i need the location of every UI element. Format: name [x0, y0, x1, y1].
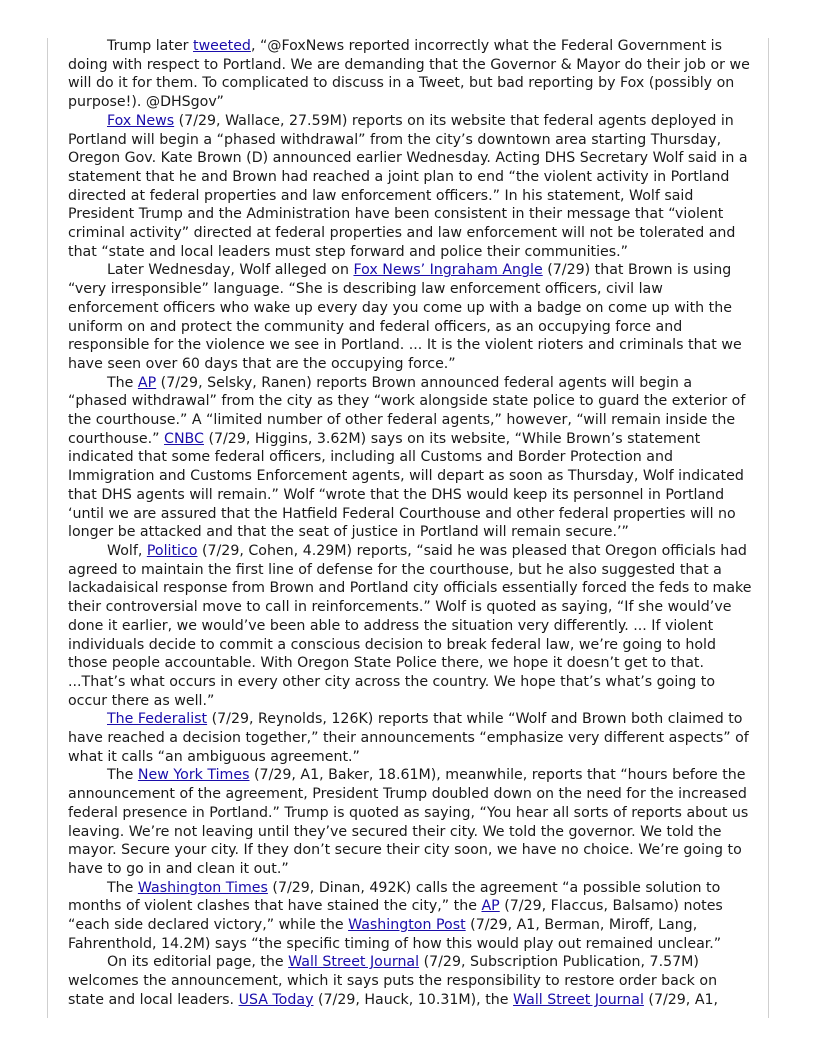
paragraph-8: [68, 879, 752, 954]
paragraph-text: (7/29, Dinan, 492K) calls the agreement “a possible solution to months of violent clashes that have stained the city,” the: [68, 879, 721, 915]
paragraph-text: (7/29, A1, Baker, 18.61M), meanwhile, reports that “hours before the announcement of the agreement, President Trump doubled down on the need for the increased federal presence in Portland.” Trump is quoted as saying, “You hear all sorts of reports about us leaving. We’re not leaving until they’ve secured their city. We told the governor. We told the mayor. Secure your city. If they don’t secure their city soon, we have no choice. We’re going to have to go in and clean it out.”: [68, 767, 749, 877]
source-link[interactable]: Wall Street Journal: [288, 954, 420, 971]
source-link[interactable]: Fox News’ Ingraham Angle: [353, 262, 543, 279]
paragraph-text: (7/29, A1, Berman, Miroff, Lang, Fahrenthold, 14.2M) says “the specific timing of how this would play out remained unclear.”: [68, 917, 722, 952]
source-link[interactable]: New York Times: [137, 767, 250, 784]
paragraph-text: On its editorial page, the: [107, 954, 289, 971]
paragraph-text: (7/29, Selsky, Ranen) reports Brown announced federal agents will begin a “phased withdrawal” from the city as they “work alongside state police to guard the exterior of the courthouse.” A “limited number of other federal agents,” however, “will remain inside the courthouse.”: [68, 374, 746, 447]
paragraph-text: (7/29, Wallace, 27.59M) reports on its website that federal agents deployed in Portland will begin a “phased withdrawal” from the city’s downtown area starting Thursday, Oregon Gov. Kate Brown (D) announced earlier Wednesday. Acting DHS Secretary Wolf said in a statement that he and Brown had reached a joint plan to end “the violent activity in Portland directed at federal properties and law enforcement officers.” In his statement, Wolf said President Trump and the Administration have been consistent in their message that “violent criminal activity” directed at federal properties and law enforcement will not be tolerated and that “state and local leaders must step forward and police their communities.”: [68, 112, 748, 260]
paragraph-text: (7/29, Reynolds, 126K) reports that while “Wolf and Brown both claimed to have reached a decision together,” their announcements “emphasize very different aspects” of what it calls “an ambiguous agreement.”: [68, 711, 749, 765]
paragraph-3: [68, 261, 752, 373]
paragraph-text: The: [107, 767, 138, 784]
source-link[interactable]: AP: [481, 898, 500, 915]
source-link[interactable]: USA Today: [238, 991, 314, 1008]
paragraph-text: Wolf,: [107, 542, 147, 559]
paragraph-9: [68, 953, 752, 1009]
paragraph-text: (7/29, Cohen, 4.29M) reports, “said he was pleased that Oregon officials had agreed to maintain the first line of defense for the courthouse, but he also suggested that a lackadaisical response from Brown and Portland city officials essentially forced the feds to make their controversial move to call in reinforcements.” Wolf is quoted as saying, “If she would’ve done it earlier, we would’ve been able to address the situation very differently. ... If violent individuals decide to commit a conscious decision to break federal law, we’re going to hold those people accountable. With Oregon State Police there, we hope it doesn’t get to that. ...That’s what occurs in every other city across the country. We hope that’s what’s going to occur there as well.”: [68, 542, 752, 709]
paragraph-6: [68, 710, 752, 766]
left-margin-line: [47, 38, 48, 1018]
source-link[interactable]: Washington Times: [137, 879, 268, 896]
article-body: [68, 37, 752, 1010]
right-margin-line: [768, 38, 769, 1018]
source-link[interactable]: Fox News: [107, 112, 175, 129]
paragraph-text: (7/29, Higgins, 3.62M) says on its website, “While Brown’s statement indicated that some federal officers, including all Customs and Border Protection and Immigration and Customs Enforcement agents, will depart as soon as Thursday, Wolf indicated that DHS agents will remain.” Wolf “wrote that the DHS would keep its personnel in Portland ‘until we are assured that the Hatfield Federal Courthouse and other federal properties will no longer be attacked and that the seat of justice in Portland will remain secure.’”: [68, 430, 744, 541]
source-link[interactable]: Wall Street Journal: [513, 991, 644, 1008]
paragraph-text: , “@FoxNews reported incorrectly what the Federal Government is doing with respect to Portland. We are demanding that the Governor & Mayor do their job or we will do it for them. To complicated to discuss in a Tweet, but bad reporting by Fox (possibly on purpose!). @DHSgov”: [68, 38, 750, 111]
source-link[interactable]: tweeted: [193, 38, 251, 54]
paragraph-text: (7/29) that Brown is using “very irresponsible” language. “She is describing law enforcement officers, civil law enforcement officers who wake up every day you come up with a badge on come up with the uniform on and protect the community and federal officers, as an occupying force and responsible for the violence we see in Portland. ... It is the violent rioters and criminals that we have seen over 60 days that are the occupying force.”: [68, 262, 742, 372]
paragraph-2: [68, 112, 752, 262]
source-link[interactable]: Politico: [146, 542, 198, 559]
paragraph-text: The: [107, 879, 138, 896]
paragraph-text: (7/29, Hauck, 10.31M), the: [313, 991, 513, 1008]
source-link[interactable]: Washington Post: [348, 917, 466, 934]
paragraph-text: Trump later: [107, 38, 194, 54]
paragraph-4: [68, 374, 752, 542]
paragraph-1: [68, 37, 752, 112]
source-link[interactable]: CNBC: [164, 430, 204, 447]
source-link[interactable]: AP: [137, 374, 157, 391]
paragraph-text: Later Wednesday, Wolf alleged on: [107, 262, 354, 279]
paragraph-text: (7/29, A1,: [643, 991, 719, 1008]
paragraph-text: (7/29, Flaccus, Balsamo) notes “each side declared victory,” while the: [68, 898, 723, 934]
paragraph-text: The: [107, 374, 138, 391]
paragraph-5: [68, 542, 752, 710]
paragraph-7: [68, 766, 752, 878]
source-link[interactable]: The Federalist: [107, 711, 208, 728]
paragraph-text: (7/29, Subscription Publication, 7.57M) welcomes the announcement, which it says puts the responsibility to restore order back on state and local leaders.: [68, 954, 718, 1008]
